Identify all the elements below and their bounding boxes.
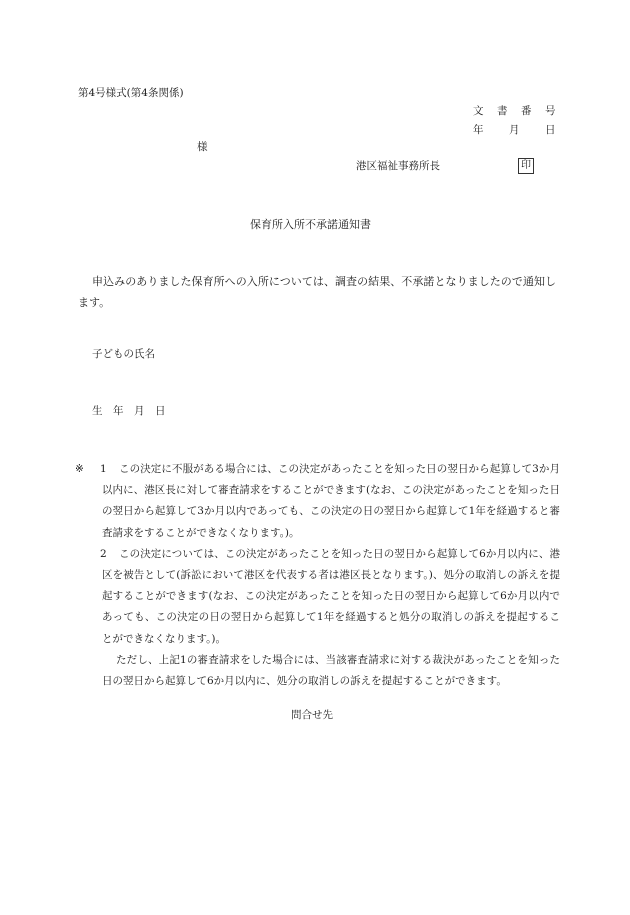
proviso-text: ただし、上記1の審査請求をした場合には、当該審査請求に対する裁決があったことを知った日の翌日から起算して6か月以内に、処分の取消しの訴えを提起することができます。	[102, 653, 560, 688]
birthdate-label: 生 年 月 日	[92, 405, 166, 417]
note-text: この決定に不服がある場合には、この決定があったことを知った日の翌日から起算して3か月以内に、港区長に対して審査請求をすることができます(なお、この決定があったことを知った日の翌日から起算して3か月以内であっても、この決定の日の翌日から起算して1年を経過すると審査請求をすることができなくなります。)。	[102, 463, 560, 539]
child-name-label: 子どもの氏名	[92, 348, 155, 360]
document-number-label: 文 書 番 号	[473, 105, 556, 117]
contact-label: 問合せ先	[291, 709, 333, 721]
addressee-suffix: 様	[197, 141, 208, 153]
seal-mark: 印	[518, 158, 534, 174]
issuer-name: 港区福祉事務所長	[356, 160, 440, 172]
note-number: 2	[100, 547, 107, 560]
notice-body: 申込みのありました保育所への入所については、調査の結果、不承諾となりましたので通知します。	[78, 275, 556, 309]
form-label: 第4号様式(第4条関係)	[78, 87, 184, 99]
page-title: 保育所入所不承諾通知書	[250, 218, 371, 231]
date-label: 年 月 日	[473, 124, 556, 136]
note-item-1	[70, 459, 560, 544]
notes-section	[70, 459, 560, 692]
note-mark: ※	[75, 463, 84, 475]
note-item-2	[70, 544, 560, 650]
note-text: この決定については、この決定があったことを知った日の翌日から起算して6か月以内に、港区を被告として(訴訟において港区を代表する者は港区長となります。)、処分の取消しの訴えを提起することができます(なお、この決定があったことを知った日の翌日から起算して6か月以内であっても、この決定の日の翌日から起算して1年を経過すると処分の取消しの訴えを提起することができなくなります。)。	[102, 547, 560, 645]
note-proviso	[70, 650, 560, 692]
note-number: 1	[100, 463, 107, 475]
